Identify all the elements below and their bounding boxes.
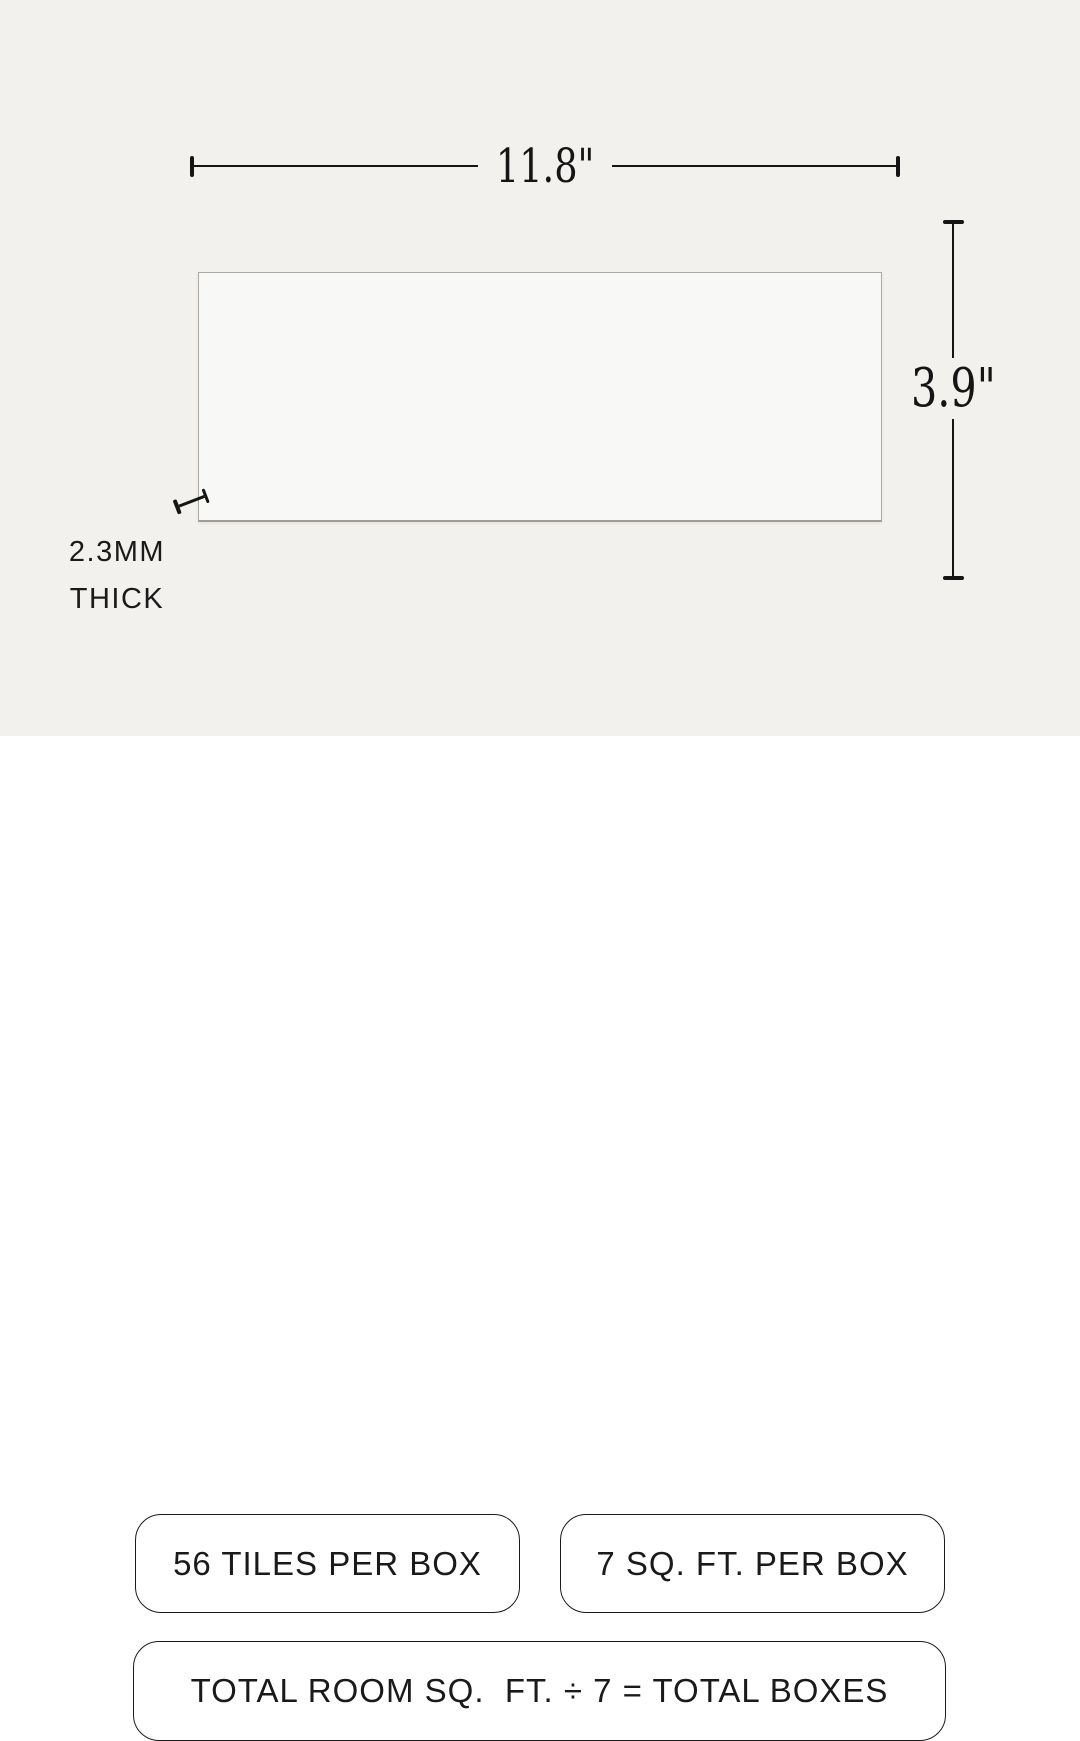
tile-face (198, 272, 882, 522)
total-boxes-formula-label: TOTAL ROOM SQ. FT. ÷ 7 = TOTAL BOXES (190, 1672, 889, 1709)
diagram-section (0, 0, 1080, 736)
tiles-per-box-label: 56 TILES PER BOX (173, 1544, 482, 1582)
info-box-total-boxes-formula (133, 1641, 946, 1741)
dimension-line-right (612, 165, 896, 168)
thickness-label-line2: THICK (69, 583, 165, 615)
dimension-end-cap-bottom (943, 576, 964, 580)
info-box-sqft-per-box (560, 1514, 945, 1613)
dimension-end-cap-right (896, 156, 900, 177)
info-section (0, 736, 1080, 1709)
height-dimension (903, 220, 1003, 580)
thickness-label (52, 529, 182, 623)
width-dimension (190, 136, 900, 196)
info-box-tiles-per-box (135, 1514, 520, 1613)
width-dimension-label: 11.8" (495, 138, 595, 194)
thickness-label-line1: 2.3MM (68, 536, 166, 568)
sqft-per-box-label: 7 SQ. FT. PER BOX (596, 1544, 909, 1582)
dimension-line-left (194, 165, 478, 168)
thickness-line (178, 495, 204, 507)
dimension-line-bottom (952, 419, 955, 576)
dimension-line-top (952, 224, 955, 358)
height-dimension-label: 3.9" (910, 357, 996, 419)
